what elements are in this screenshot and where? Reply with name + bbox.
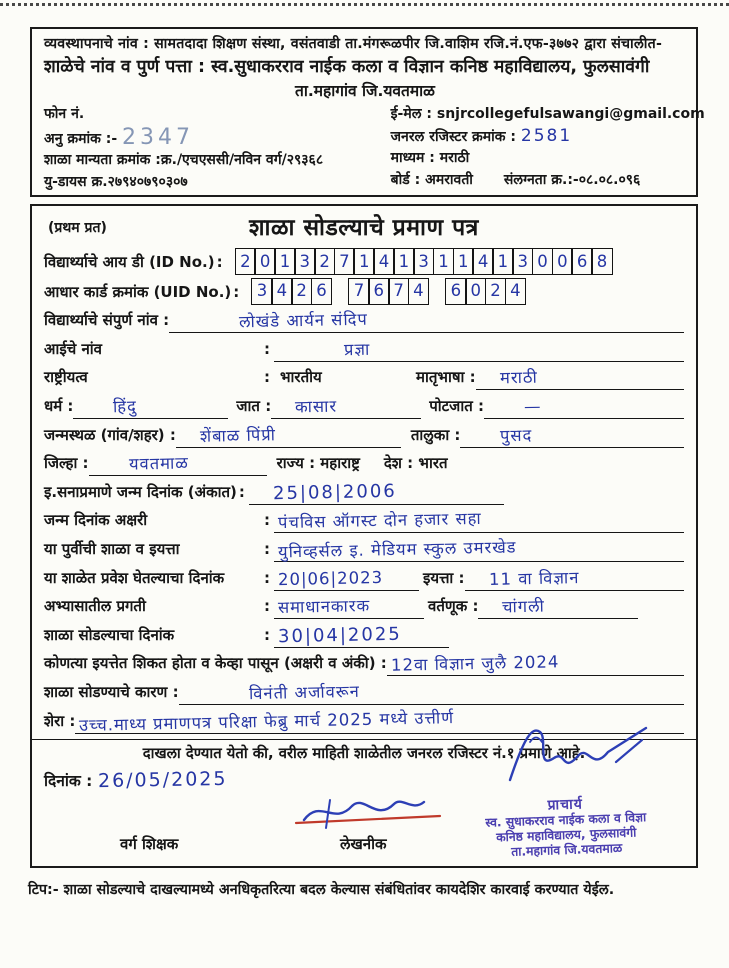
- admission-date-label: या शाळेत प्रवेश घेतल्याचा दिनांक: [44, 568, 225, 587]
- mother-tongue-fill: [476, 365, 684, 390]
- digit-cell: 7: [388, 278, 410, 305]
- header-left-column: [44, 104, 391, 193]
- studying-standard-row: [44, 650, 684, 676]
- digit-cell: 3: [413, 248, 435, 275]
- district-value: यवतमाळ: [128, 453, 189, 474]
- birthplace-value: शेंबाळ पिंप्री: [199, 424, 276, 446]
- email-value: snjrcollegefulsawangi@gmail.com: [436, 106, 705, 122]
- colon: :: [264, 539, 270, 558]
- student-name-value: लोखंडे आर्यन संदिप: [238, 309, 369, 332]
- subcaste-value: —: [523, 396, 542, 417]
- colon: :: [264, 339, 270, 358]
- religion-value: हिंदु: [113, 396, 138, 417]
- digit-cell: 1: [353, 248, 375, 275]
- principal-stamp: [449, 794, 683, 862]
- previous-school-row: [44, 536, 684, 562]
- studying-standard-fill: [387, 651, 684, 676]
- stamp-college-name-line1: स्व. सुधाकरराव नाईक कला व विज्ञा: [485, 810, 647, 830]
- previous-school-fill: [274, 537, 684, 562]
- digit-cell: 0: [552, 248, 574, 275]
- header-box: [30, 27, 705, 197]
- leaving-date-row: [44, 622, 684, 648]
- digit-cell: 4: [408, 278, 430, 305]
- aadhaar-uid-label: आधार कार्ड क्रमांक (UID No.): [44, 282, 232, 301]
- school-name-line: [44, 54, 686, 78]
- district-label: जिल्हा :: [44, 454, 89, 473]
- dob-numeric-fill: [249, 480, 504, 505]
- remark-value: उच्च.माध्य प्रमाणपत्र परिक्षा फेब्रु मार्च 2025 मध्ये उत्तीर्ण: [79, 707, 455, 735]
- colon: :: [264, 625, 270, 644]
- previous-school-value: युनिव्हर्सल इ. मेडियम स्कुल उमरखेड: [277, 537, 517, 562]
- colon: :: [216, 253, 223, 271]
- uid-digit-group: [251, 278, 332, 305]
- mother-name-row: [44, 336, 684, 362]
- digit-cell: 6: [368, 278, 390, 305]
- management-value: सामतदादा शिक्षण संस्था, वसंतवाडी ता.मंगरूळपीर जि.वाशिम रजि.नं.एफ-३७७२ द्वारा संचालीत-: [154, 36, 663, 52]
- stamp-principal-title: प्राचार्य: [547, 796, 584, 814]
- conduct-fill: [478, 594, 638, 619]
- progress-value: समाधानकारक: [277, 596, 371, 618]
- admission-date-value: 20|06|2023: [277, 567, 384, 589]
- colon: :: [264, 368, 270, 387]
- leaving-reason-fill: [179, 680, 684, 705]
- dob-words-value: पंचविस ऑगस्ट दोन हजार सहा: [277, 509, 482, 533]
- digit-cell: 7: [348, 278, 370, 305]
- progress-fill: [274, 594, 424, 619]
- digit-cell: 6: [311, 278, 333, 305]
- conduct-label: वर्तणूक :: [428, 597, 479, 616]
- studying-standard-value: 12वा विज्ञान जुलै 2024: [390, 652, 560, 676]
- leaving-reason-row: [44, 679, 684, 705]
- student-name-label: विद्यार्थ्याचे संपुर्ण नांव :: [44, 311, 170, 330]
- digit-cell: 4: [373, 248, 395, 275]
- digit-cell: 3: [251, 278, 273, 305]
- management-line: [44, 34, 686, 53]
- serial-label: अनु क्रमांक :-: [44, 130, 118, 147]
- digit-cell: 4: [271, 278, 293, 305]
- colon: :: [238, 482, 245, 501]
- progress-row: [44, 593, 684, 619]
- digit-cell: 0: [254, 248, 276, 275]
- progress-label: अभ्यासातील प्रगती: [44, 597, 146, 616]
- issue-date-label: दिनांक :: [44, 771, 93, 790]
- dob-numeric-row: [44, 479, 684, 505]
- header-right-column: [390, 104, 705, 193]
- copy-note: (प्रथम प्रत): [48, 220, 107, 236]
- title-row: [44, 210, 684, 248]
- colon: :: [264, 568, 270, 587]
- caste-fill: [271, 394, 421, 419]
- uid-digit-boxes: [251, 278, 542, 305]
- colon: :: [233, 282, 240, 301]
- certificate-title: शाळा सोडल्याचे प्रमाण पत्र: [249, 215, 479, 241]
- previous-school-label: या पुर्वीची शाळा व इयत्ता: [44, 539, 180, 558]
- digit-cell: 0: [532, 248, 554, 275]
- district-fill: [89, 451, 267, 476]
- affiliation-number: संलग्नता क्र.:-०८.०८.०९६: [503, 171, 641, 188]
- religion-caste-row: [44, 393, 684, 419]
- caste-value: कासार: [295, 396, 338, 417]
- email-label: ई-मेल :: [390, 106, 432, 122]
- footer-warning-note: टिप:- शाळा सोडल्याचे दाखल्यामध्ये अनधिकृतरित्या बदल केल्यास संबंधितांवर कायदेशिर कारवाई करण्यात येईल.: [28, 882, 615, 898]
- digit-cell: 6: [445, 278, 467, 305]
- board-label: बोर्ड : अमरावती: [390, 171, 473, 188]
- aadhaar-uid-row: [44, 278, 684, 305]
- principal-signature-icon: [496, 718, 666, 788]
- caste-label: जात :: [236, 396, 272, 415]
- management-label: व्यवस्थापनाचे नांव :: [44, 36, 149, 52]
- digit-cell: 3: [294, 248, 316, 275]
- colon: :: [264, 511, 270, 530]
- stamp-college-address: ता.महागांव जि.यवतमाळ: [511, 841, 623, 859]
- birthplace-fill: [176, 423, 401, 448]
- clerk-sign-label: लेखनीक: [340, 835, 387, 853]
- leaving-reason-label: शाळा सोडण्याचे कारण :: [44, 682, 179, 701]
- digit-cell: 2: [291, 278, 313, 305]
- admission-date-row: [44, 565, 684, 591]
- school-address-line: ता.महागांव जि.यवतमाळ: [295, 82, 435, 100]
- student-id-label: विद्यार्थ्याचे आय डी (ID No.): [44, 253, 215, 271]
- header-columns: [44, 104, 705, 193]
- id-digit-boxes: [235, 248, 613, 275]
- serial-value-handwritten: 2347: [122, 124, 195, 150]
- remark-label: शेरा :: [44, 711, 76, 730]
- dob-words-label: जन्म दिनांक अक्षरी: [44, 511, 148, 530]
- mother-name-label: आईचे नांव: [44, 339, 102, 358]
- digit-cell: 1: [393, 248, 415, 275]
- birthplace-row: [44, 422, 684, 448]
- religion-fill: [73, 394, 228, 419]
- digit-cell: 4: [472, 248, 494, 275]
- admission-standard-value: 11 वा विज्ञान: [488, 567, 580, 589]
- leaving-date-fill: [274, 623, 449, 648]
- admission-standard-label: इयत्ता :: [423, 568, 465, 587]
- class-teacher-sign-label: वर्ग शिक्षक: [120, 835, 179, 853]
- dob-words-fill: [274, 508, 684, 533]
- studying-standard-label: कोणत्या इयत्तेत शिकत होता व केव्हा पासून (अक्षरी व अंकी) :: [44, 654, 387, 673]
- declaration-text: दाखला देण्यात येतो की, वरील माहिती शाळेतील जनरल रजिस्टर नं.१ प्रमाणे आहे.: [142, 744, 586, 762]
- certificate-box: [30, 204, 698, 868]
- uid-digit-group: [348, 278, 429, 305]
- religion-label: धर्म :: [44, 396, 74, 415]
- student-name-fill: [169, 308, 684, 333]
- digit-cell: 8: [591, 248, 613, 275]
- clerk-signature-icon: [290, 792, 470, 832]
- digit-cell: 1: [433, 248, 455, 275]
- digit-cell: 2: [314, 248, 336, 275]
- digit-cell: 2: [235, 248, 257, 275]
- recognition-number-line: शाळा मान्यता क्रमांक :क्र./एचएससी/नविन वर्ग/२९३६८: [44, 152, 324, 168]
- subcaste-fill: [484, 394, 684, 419]
- nationality-label: राष्ट्रीयत्व: [44, 368, 88, 387]
- dob-words-row: [44, 507, 684, 533]
- torn-paper-edge: [0, 3, 729, 6]
- serial-number-line: [44, 126, 391, 151]
- general-register-line: [391, 126, 686, 149]
- country-label: देश : भारत: [383, 454, 448, 473]
- nationality-value: भारतीय: [280, 368, 322, 387]
- colon: :: [264, 597, 270, 616]
- admission-standard-fill: [465, 566, 684, 591]
- dob-numeric-value: 25|08|2006: [272, 480, 397, 505]
- student-id-row: [44, 248, 684, 275]
- conduct-value: चांगली: [502, 596, 546, 617]
- register-label: जनरल रजिस्टर क्रमांक :: [390, 128, 517, 145]
- stamp-college-name-line2: कनिष्ठ महाविद्यालय, फुलसावंगी: [495, 825, 637, 845]
- taluka-label: तालुका :: [410, 425, 461, 444]
- taluka-value: पुसद: [500, 425, 533, 445]
- mother-name-value: प्रज्ञा: [343, 339, 371, 360]
- taluka-fill: [460, 423, 684, 448]
- issue-date-value: 26/05/2025: [98, 767, 229, 792]
- digit-cell: 1: [453, 248, 475, 275]
- email-line: [390, 104, 705, 126]
- nationality-row: [44, 364, 684, 390]
- student-name-row: [44, 307, 684, 333]
- phone-label: फोन नं.: [44, 106, 85, 122]
- dob-numeric-label: इ.सनाप्रमाणे जन्म दिनांक (अंकात): [44, 482, 237, 501]
- register-value-handwritten: 2581: [520, 125, 573, 146]
- digit-cell: 6: [571, 248, 593, 275]
- school-name-label: शाळेचे नांव व पुर्ण पत्ता :: [44, 57, 206, 77]
- admission-date-fill: [274, 566, 419, 591]
- district-row: [44, 450, 684, 476]
- leaving-date-value: 30|04|2025: [277, 623, 402, 648]
- birthplace-label: जन्मस्थळ (गांव/शहर) :: [44, 425, 176, 444]
- board-affiliation-line: [391, 170, 686, 192]
- state-label: राज्य : महाराष्ट्र: [276, 454, 360, 473]
- digit-cell: 7: [334, 248, 356, 275]
- mother-name-fill: [274, 337, 684, 362]
- digit-cell: 1: [274, 248, 296, 275]
- mother-tongue-label: मातृभाषा :: [416, 368, 476, 387]
- leaving-reason-value: विनंती अर्जावरून: [248, 681, 360, 704]
- digit-cell: 1: [492, 248, 514, 275]
- school-name-value: स्व.सुधाकरराव नाईक कला व विज्ञान कनिष्ठ महाविद्यालय, फुलसावंगी: [211, 57, 650, 77]
- digit-cell: 2: [485, 278, 507, 305]
- uid-digit-group: [445, 278, 526, 305]
- subcaste-label: पोटजात :: [429, 396, 484, 415]
- digit-cell: 4: [505, 278, 527, 305]
- digit-cell: 3: [512, 248, 534, 275]
- leaving-date-label: शाळा सोडल्याचा दिनांक: [44, 625, 175, 644]
- medium-line: माध्यम : मराठी: [390, 150, 470, 166]
- digit-cell: 0: [465, 278, 487, 305]
- mother-tongue-value: मराठी: [499, 367, 538, 388]
- udise-number-line: यु-डायस क्र.२७९४०७९०३०७: [44, 173, 188, 190]
